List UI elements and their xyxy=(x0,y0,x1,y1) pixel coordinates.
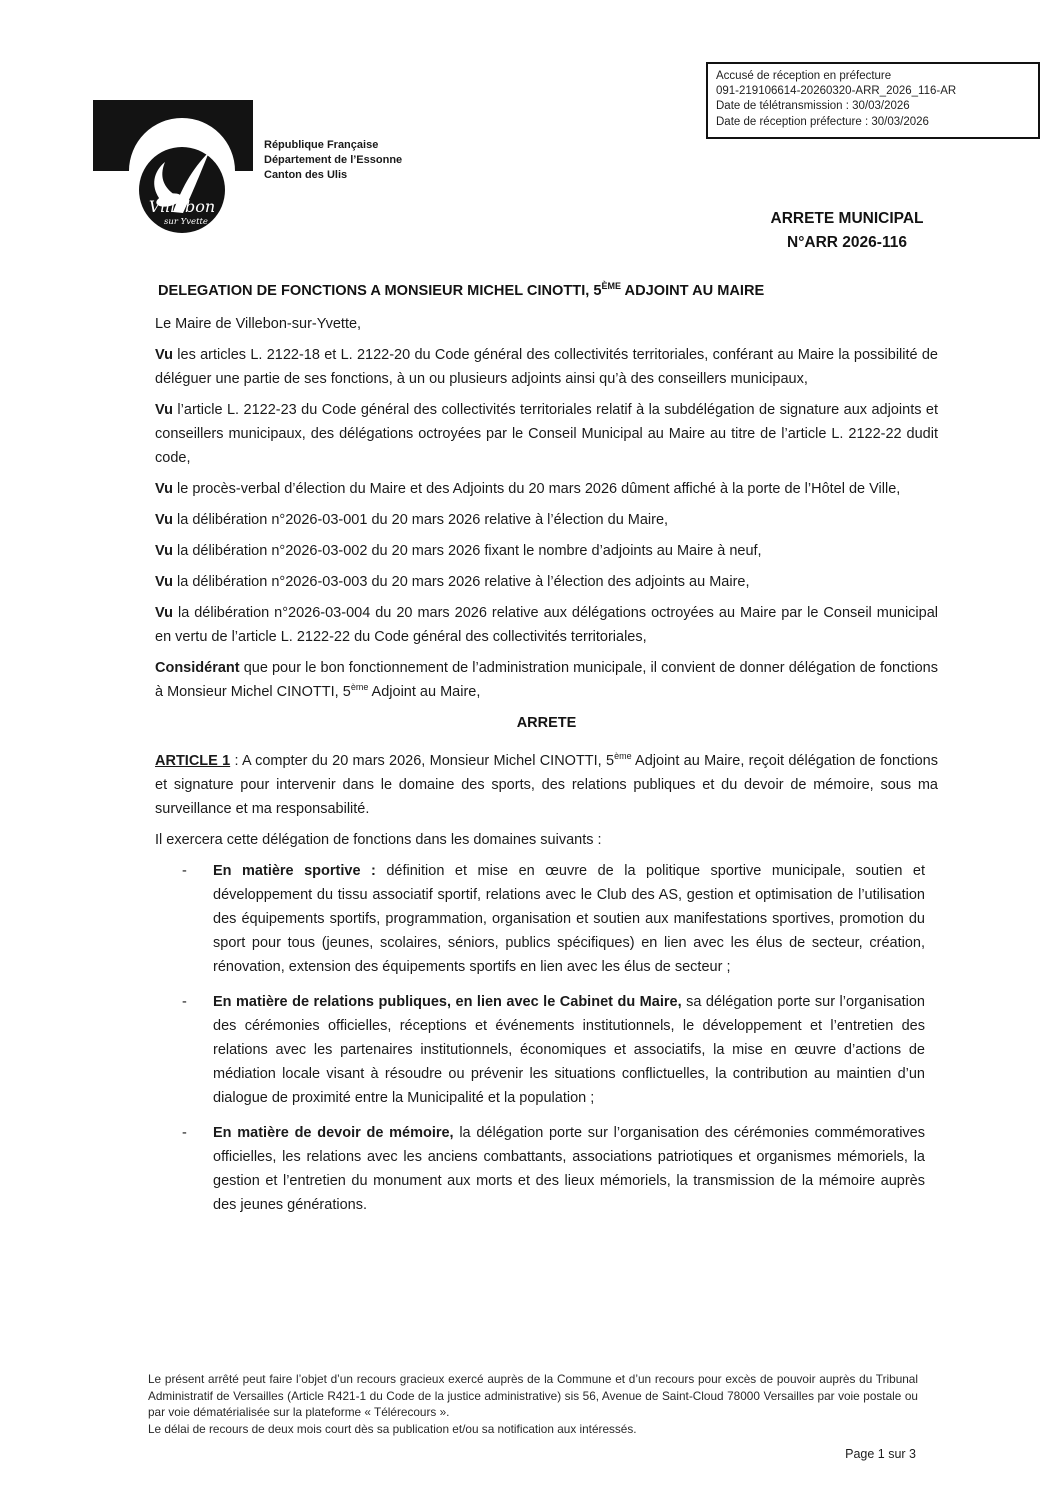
list-item-body: définition et mise en œuvre de la politique sportive municipale, soutien et développement du tissu associatif sportif, relations avec le Club des AS, gestion et optimisation de l’utilisation des équipements sportifs, programmation, organisation et soutien aux manifestations sportives, promotion du sport pour tous (jeunes, scolaires, séniors, publics spécifiques) en lien avec les élus de secteur, création, rénovation, extension des équipements sportifs en lien avec les élus de secteur ; xyxy=(213,863,926,975)
recital-paragraph xyxy=(155,601,938,649)
stamp-line: Date de télétransmission : 30/03/2026 xyxy=(716,100,910,113)
recital-lead: Vu xyxy=(155,512,173,528)
legal-notice xyxy=(148,1371,918,1437)
document-type: ARRETE MUNICIPAL xyxy=(770,210,924,227)
villebon-logo-graphic xyxy=(93,100,263,242)
article-1-paragraph xyxy=(155,749,938,821)
recital-lead: Vu xyxy=(155,543,173,559)
recital-paragraph xyxy=(155,398,938,470)
recital-paragraph xyxy=(155,477,938,501)
recital-text: les articles L. 2122-18 et L. 2122-20 du Code général des collectivités territoriales, conférant au Maire la possibilité de déléguer une partie de ses fonctions, à un ou plusieurs adjoints ainsi qu’à des conseillers municipaux, xyxy=(155,347,938,387)
considering-text-end: Adjoint au Maire, xyxy=(368,684,481,700)
list-item xyxy=(182,859,925,979)
authority-block xyxy=(264,138,402,184)
list-item-lead: En matière de relations publiques, en lien avec le Cabinet du Maire, xyxy=(213,994,682,1010)
recital-paragraph xyxy=(155,539,938,563)
article-1-label: ARTICLE 1 xyxy=(155,753,231,769)
title-text-end: ADJOINT AU MAIRE xyxy=(621,283,765,299)
recital-lead: Vu xyxy=(155,574,173,590)
recital-paragraph xyxy=(155,570,938,594)
legal-notice-text: Le présent arrêté peut faire l’objet d’un recours gracieux exercé auprès de la Commune et d’un recours pour excès de pouvoir auprès du Tribunal Administratif de Versailles (Article R421-1 du Code de la justice administrative) sis 56, Avenue de Saint-Cloud 78000 Versailles par voie postale ou par voie dématérialisée sur la plateforme « Télérecours ». xyxy=(148,1372,918,1419)
considering-lead: Considérant xyxy=(155,660,240,676)
authority-line: République Française xyxy=(264,139,379,151)
logo-name-text: Villebon xyxy=(148,197,216,216)
recital-lead: Vu xyxy=(155,402,173,418)
document-heading xyxy=(757,207,937,255)
legal-notice-delay: Le délai de recours de deux mois court dès sa publication et/ou sa notification aux intéressés. xyxy=(148,1421,637,1436)
list-item-text xyxy=(213,1121,925,1217)
page-number: Page 1 sur 3 xyxy=(845,1447,916,1461)
villebon-logo xyxy=(93,100,263,247)
decree-heading: ARRETE xyxy=(516,715,577,731)
authority-line: Canton des Ulis xyxy=(264,169,348,182)
prefecture-reception-stamp xyxy=(706,62,1040,139)
title-superscript: ÈME xyxy=(601,281,622,292)
delegation-domains-list xyxy=(155,859,938,1217)
article-1-text: : A compter du 20 mars 2026, Monsieur Michel CINOTTI, 5 xyxy=(230,753,615,769)
recital-text: le procès-verbal d’élection du Maire et des Adjoints du 20 mars 2026 dûment affiché à la porte de l’Hôtel de Ville, xyxy=(173,481,901,497)
list-item xyxy=(182,990,925,1110)
recital-paragraph xyxy=(155,343,938,391)
article-1-superscript: ème xyxy=(614,751,632,762)
bullet-dash-icon: - xyxy=(182,1125,187,1141)
recital-text: la délibération n°2026-03-002 du 20 mars 2026 fixant le nombre d’adjoints au Maire à neuf, xyxy=(173,543,762,559)
list-item-lead: En matière de devoir de mémoire, xyxy=(213,1125,454,1141)
recital-text: la délibération n°2026-03-003 du 20 mars 2026 relative à l’élection des adjoints au Maire, xyxy=(173,574,750,590)
considering-text: que pour le bon fonctionnement de l’administration municipale, il convient de donner délégation de fonctions à Monsieur Michel CINOTTI, 5 xyxy=(155,660,938,700)
stamp-line: Accusé de réception en préfecture xyxy=(716,70,892,82)
title-text: DELEGATION DE FONCTIONS A MONSIEUR MICHEL CINOTTI, 5 xyxy=(158,283,602,299)
stamp-line: 091-219106614-20260320-ARR_2026_116-AR xyxy=(716,85,957,98)
article-1-text-end: Adjoint au Maire, reçoit délégation de fonctions et signature pour intervenir dans le domaine des sports, des relations publiques et du devoir de mémoire, sous ma surveillance et ma responsabilité. xyxy=(155,753,938,817)
list-item-text xyxy=(213,990,925,1110)
considering-paragraph xyxy=(155,656,938,704)
list-item-text xyxy=(213,859,925,979)
list-item-body: la délégation porte sur l’organisation des cérémonies commémoratives officielles, les relations avec les anciens combattants, associations patriotiques et organismes mémoriels, la gestion et l’entretien du monument aux morts et des lieux mémoriels, la transmission de la mémoire auprès des jeunes générations. xyxy=(213,1125,925,1213)
document-number: N°ARR 2026-116 xyxy=(787,234,907,251)
document-title xyxy=(158,283,958,299)
list-item-lead: En matière sportive : xyxy=(213,863,376,879)
recital-lead: Vu xyxy=(155,605,173,621)
list-item xyxy=(182,1121,925,1217)
bullet-dash-icon: - xyxy=(182,863,187,879)
list-item-body: sa délégation porte sur l’organisation des cérémonies officielles, réceptions et événements institutionnels, le développement et l’entretien des relations avec les partenaires institutionnels, économiques et associatifs, la mise en œuvre d’actions de médiation locale visant à résoudre ou prévenir les situations conflictuelles, la contribution au maintien d’un dialogue de proximité entre la Municipalité et la population ; xyxy=(213,994,925,1106)
document-body xyxy=(155,312,938,1228)
bullet-dash-icon: - xyxy=(182,994,187,1010)
recital-lead: Vu xyxy=(155,481,173,497)
stamp-line: Date de réception préfecture : 30/03/2026 xyxy=(716,115,929,128)
recital-paragraph xyxy=(155,508,938,532)
recital-text: la délibération n°2026-03-001 du 20 mars 2026 relative à l’élection du Maire, xyxy=(173,512,669,528)
domains-intro: Il exercera cette délégation de fonctions dans les domaines suivants : xyxy=(155,832,602,848)
intro-line: Le Maire de Villebon-sur-Yvette, xyxy=(155,316,362,332)
recital-text: l’article L. 2122-23 du Code général des collectivités territoriales relatif à la subdélégation de signature aux adjoints et conseillers municipaux, des délégations octroyées par le Conseil Municipal au Maire au titre de l’article L. 2122-22 dudit code, xyxy=(155,402,938,466)
recital-lead: Vu xyxy=(155,347,173,363)
authority-line: Département de l’Essonne xyxy=(264,154,403,167)
considering-superscript: ème xyxy=(350,682,369,693)
recital-text: la délibération n°2026-03-004 du 20 mars 2026 relative aux délégations octroyées au Maire par le Conseil municipal en vertu de l’article L. 2122-22 du Code général des collectivités territoriales, xyxy=(155,605,938,645)
logo-subtitle-text: sur Yvette xyxy=(164,217,208,227)
